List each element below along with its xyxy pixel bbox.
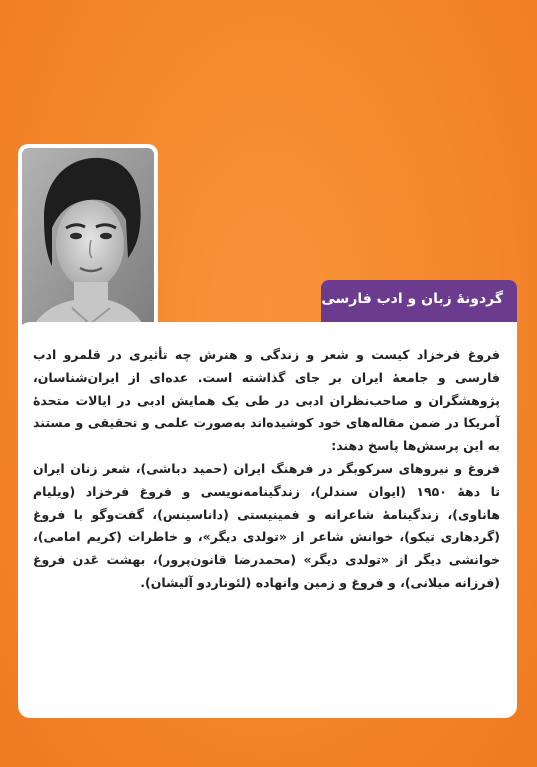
blurb-paragraph-contents: فروغ و نیروهای سرکوبگر در فرهنگ ایران (حمید دباشی)، شعر زنان ایران تا دههٔ ۱۹۵۰ (ایوان سندلر)، زندگینامه‌نویسی و فروغ فرخزاد (ویلیام هاناوی)، زندگینامهٔ شاعرانه و فمینیستی (داناسینس)، گفت‌وگو با فروغ (گردهاری تیکو)، خوانش شاعر از «تولدی دیگر»، و خاطرات (کریم امامی)، خوانشی دیگر از «تولدی دیگر» (محمدرضا قانون‌پرور)، بهشت عَدن فروغ (فرزانه میلانی)، و فروغ و زمین وانهاده (لئوناردو آلیشان). [33,460,500,590]
blurb-card [18,322,517,718]
blurb-paragraph-intro: فروغ فرخزاد کیست و شعر و زندگی و هنرش چه تأثیری در قلمرو ادب فارسی و جامعهٔ ایران بر جای گذاشته است. عده‌ای از ایران‌شناسان، پژوهشگران و صاحب‌نظران ادبی در طی یک همایش ادبی در ایالات متحدهٔ آمریکا در ضمن مقاله‌های خود کوشیده‌اند به‌صورت علمی و تحقیقی و مستند به این پرسش‌ها پاسخ دهند: [33,347,500,454]
portrait-image [22,148,154,336]
series-title-banner: گردونهٔ زبان و ادب فارسی [321,280,517,322]
author-photo-frame [18,144,158,340]
author-photo [22,148,154,336]
